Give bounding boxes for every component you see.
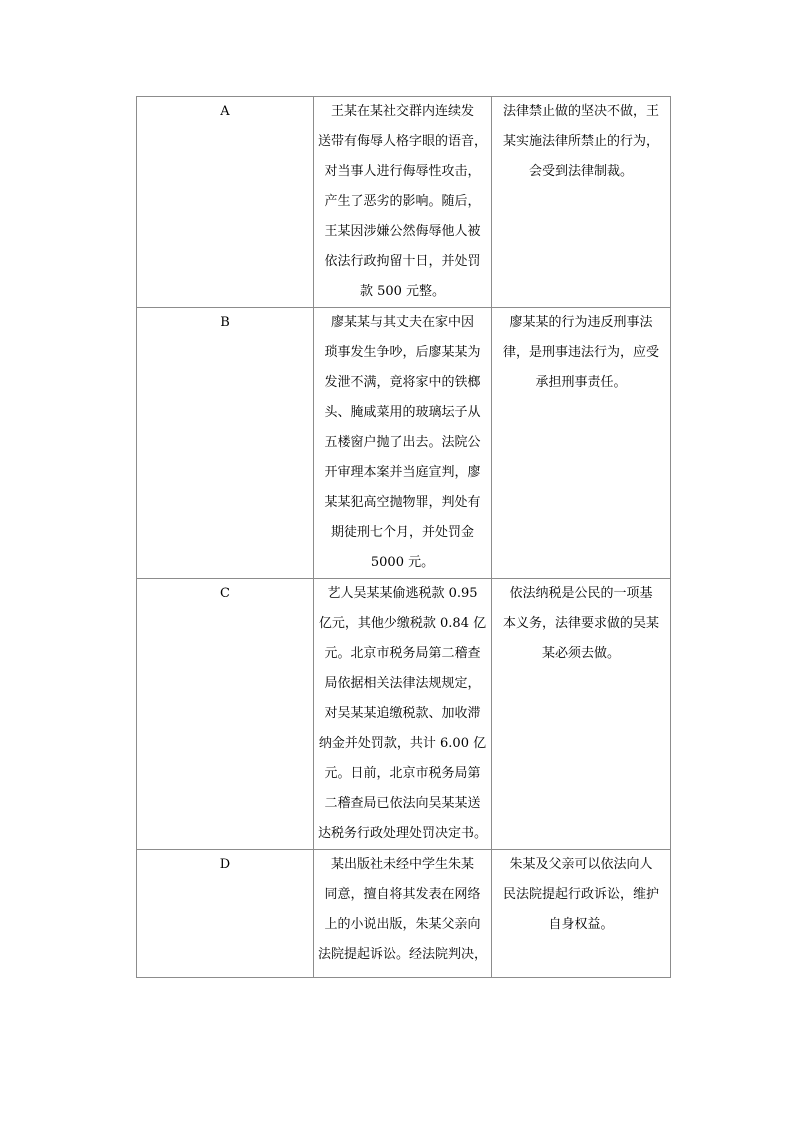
options-table: [136, 96, 671, 978]
case-description-b: [314, 308, 492, 579]
table-row: [137, 97, 671, 308]
analysis-c: [492, 579, 671, 850]
analysis-text: 廖某某的行为违反刑事法 律，是刑事违法行为，应受 承担刑事责任。: [502, 315, 659, 390]
option-label-c: C: [137, 579, 314, 850]
case-text: 某出版社未经中学生朱某 同意，擅自将其发表在网络 上的小说出版，朱某父亲向 法院提起诉讼。经法院判决，: [317, 857, 487, 962]
analysis-text: 朱某及父亲可以依法向人 民法院提起行政诉讼，维护 自身权益。: [502, 857, 659, 932]
analysis-a: [492, 97, 671, 308]
table-row: [137, 308, 671, 579]
analysis-text: 法律禁止做的坚决不做，王 某实施法律所禁止的行为， 会受到法律制裁。: [502, 104, 659, 179]
option-label-d: D: [137, 850, 314, 978]
case-text: 艺人吴某某偷逃税款 0.95 亿元，其他少缴税款 0.84 亿 元。北京市税务局第二稽查 局依据相关法律法规规定， 对吴某某追缴税款、加收滞 纳金并处罚款，共计 6.00 亿 元。日前，北京市税务局第 二稽查局已依法向吴某某送 达税务行政处理处罚决定书。: [317, 586, 487, 841]
table-row: [137, 850, 671, 978]
case-description-c: [314, 579, 492, 850]
option-label-a: A: [137, 97, 314, 308]
case-description-d: [314, 850, 492, 978]
option-label-b: B: [137, 308, 314, 579]
case-text: 廖某某与其丈夫在家中因 琐事发生争吵，后廖某某为 发泄不满，竟将家中的铁榔 头、腌咸菜用的玻璃坛子从 五楼窗户抛了出去。法院公 开审理本案并当庭宣判，廖 某某犯高空抛物罪，判处有 期徒刑七个月，并处罚金 5000 元。: [324, 315, 481, 570]
case-text: 王某在某社交群内连续发 送带有侮辱人格字眼的语音， 对当事人进行侮辱性攻击， 产生了恶劣的影响。随后， 王某因涉嫌公然侮辱他人被 依法行政拘留十日，并处罚 款 500 元整。: [317, 104, 487, 299]
case-description-a: [314, 97, 492, 308]
analysis-b: [492, 308, 671, 579]
analysis-text: 依法纳税是公民的一项基 本义务，法律要求做的吴某 某必须去做。: [502, 586, 659, 661]
table-row: [137, 579, 671, 850]
analysis-d: [492, 850, 671, 978]
